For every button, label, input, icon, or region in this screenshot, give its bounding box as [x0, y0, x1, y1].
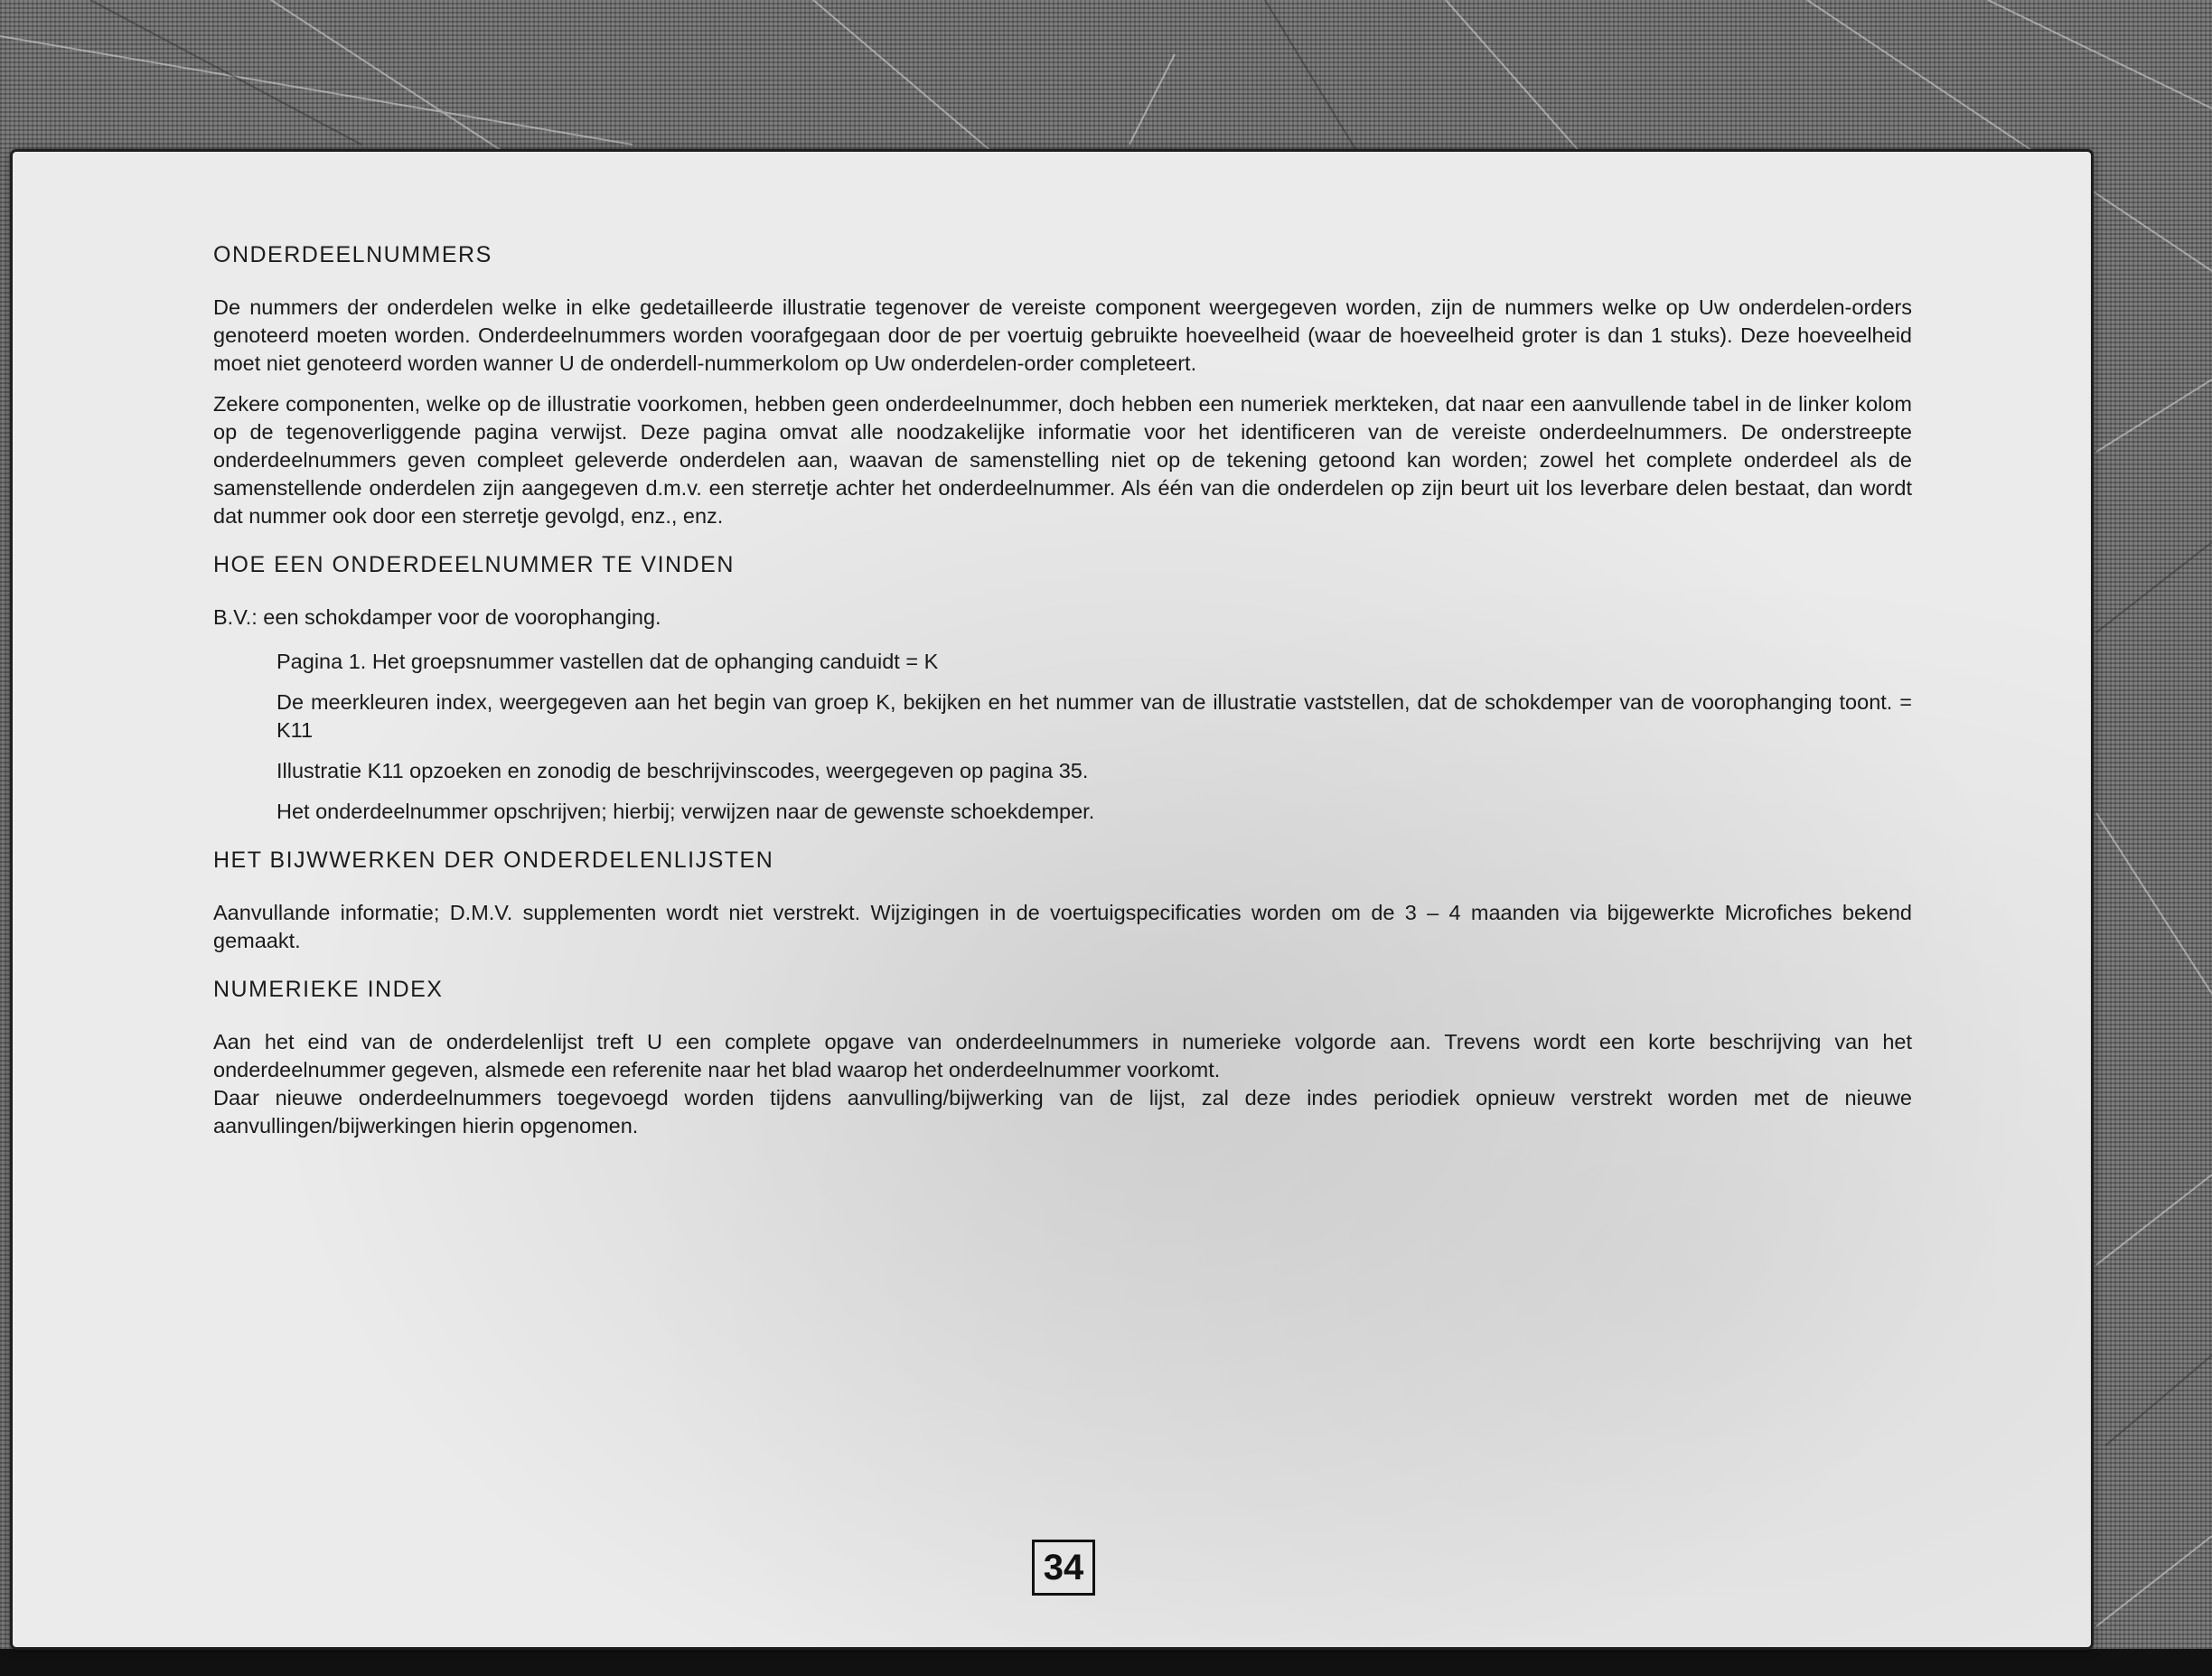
page-content	[213, 242, 1912, 1153]
bottom-edge	[0, 1649, 2212, 1676]
section-finding-part-number	[213, 552, 1912, 826]
section-numeric-index	[213, 977, 1912, 1140]
example-steps	[276, 648, 1912, 826]
numeric-index-paragraph-2: Daar nieuwe onderdeelnummers toegevoegd worden tijdens aanvulling/bijwerking van de lijst, zal deze indes periodiek opnieuw verstrekt worden met de nieuwe aanvullingen/bijwerkingen hierin opgenomen.	[213, 1086, 1912, 1138]
example-intro: B.V.: een schokdamper voor de voorophanging.	[213, 605, 661, 629]
part-numbers-paragraph-1: De nummers der onderdelen welke in elke gedetailleerde illustratie tegenover de vereiste component weergegeven worden, zijn de nummers welke op Uw onderdelen-orders genoteerd moeten worden. Onderdeelnummers worden voorafgegaan door de per voertuig gebruikte hoeveelheid (waar de hoeveelheid groter is dan 1 stuks). Deze hoeveelheid moet niet genoteerd worden wanner U de onderdell-nummerkolom op Uw onderdelen-order completeert.	[213, 295, 1912, 375]
page-number: 34	[1032, 1540, 1095, 1596]
section-part-numbers	[213, 242, 1912, 530]
heading-updating-lists: HET BIJWWERKEN DER ONDERDELENLIJSTEN	[213, 847, 774, 873]
heading-numeric-index: NUMERIEKE INDEX	[213, 977, 444, 1002]
heading-finding-part-number: HOE EEN ONDERDEELNUMMER TE VINDEN	[213, 552, 735, 577]
example-step-4: Het onderdeelnummer opschrijven; hierbij; verwijzen naar de gewenste schoekdemper.	[276, 800, 1095, 823]
numeric-index-paragraph-1: Aan het eind van de onderdelenlijst treft U een complete opgave van onderdeelnummers in numerieke volgorde aan. Trevens wordt een korte beschrijving van het onderdeelnummer gegeven, alsmede een referenite naar het blad waarop het onderdeelnummer voorkomt.	[213, 1030, 1912, 1081]
part-numbers-paragraph-2: Zekere componenten, welke op de illustratie voorkomen, hebben geen onderdeelnummer, doch hebben een numeriek merkteken, dat naar een aanvullende tabel in de linker kolom op de tegenoverliggende pagina verwijst. Deze pagina omvat alle noodzakelijke informatie voor het identificeren van de vereiste onderdeelnummers. De onderstreepte onderdeelnummers geven compleet geleverde onderdelen aan, waavan de samenstelling niet op de tekening getoond kan worden; zowel het complete onderdeel als de samenstellende onderdelen zijn aangegeven d.m.v. een sterretje achter het onderdeelnummer. Als één van die onderdelen op zijn beurt uit los leverbare delen bestaat, dan wordt dat nummer ook door een sterretje gevolgd, enz., enz.	[213, 392, 1912, 528]
example-step-2: De meerkleuren index, weergegeven aan het begin van groep K, bekijken en het nummer van de illustratie vaststellen, dat de schokdemper van de voorophanging toont. = K11	[276, 690, 1912, 742]
section-updating-lists	[213, 847, 1912, 955]
example-step-1: Pagina 1. Het groepsnummer vastellen dat de ophanging canduidt = K	[276, 650, 939, 673]
example-step-3: Illustratie K11 opzoeken en zonodig de beschrijvinscodes, weergegeven op pagina 35.	[276, 759, 1089, 782]
heading-part-numbers: ONDERDEELNUMMERS	[213, 242, 492, 267]
manual-page	[13, 152, 2091, 1647]
updating-lists-paragraph-1: Aanvullande informatie; D.M.V. supplementen wordt niet verstrekt. Wijzigingen in de voertuigspecificaties worden om de 3 – 4 maanden via bijgewerkte Microfiches bekend gemaakt.	[213, 901, 1912, 952]
